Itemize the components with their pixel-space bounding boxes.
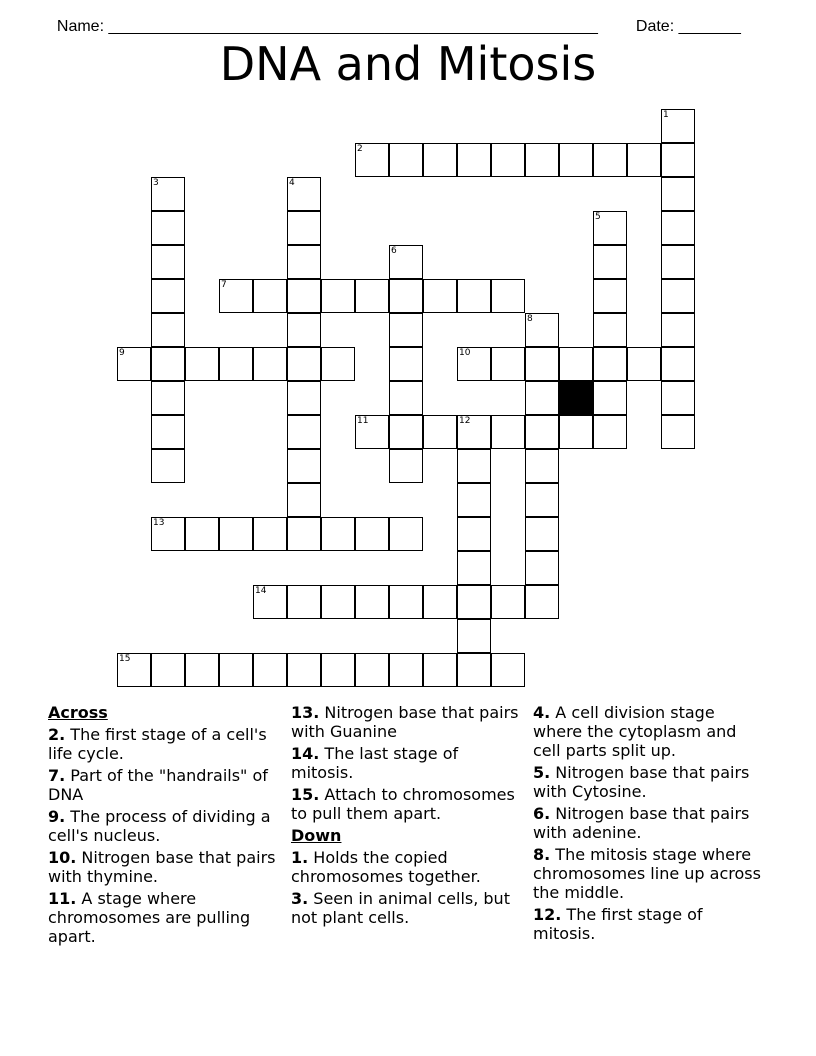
across-clues-list-continued xyxy=(291,703,523,823)
clue-number: 2. xyxy=(48,725,66,744)
grid-cell[interactable] xyxy=(627,143,661,177)
clue-text: Nitrogen base that pairs with Cytosine. xyxy=(533,763,750,801)
clue-text: Attach to chromosomes to pull them apart. xyxy=(291,785,515,823)
grid-cell[interactable] xyxy=(389,653,423,687)
grid-cell[interactable] xyxy=(457,143,491,177)
clue-text: Part of the "handrails" of DNA xyxy=(48,766,268,804)
clue-number: 6. xyxy=(533,804,551,823)
grid-cell-numbered[interactable] xyxy=(457,347,491,381)
clue-item xyxy=(533,763,765,801)
cell-number: 3 xyxy=(153,178,159,188)
clue-number: 4. xyxy=(533,703,551,722)
grid-cell[interactable] xyxy=(423,653,457,687)
clue-number: 13. xyxy=(291,703,320,722)
grid-cell[interactable] xyxy=(423,415,457,449)
grid-cell[interactable] xyxy=(253,347,287,381)
grid-cell-numbered[interactable] xyxy=(355,415,389,449)
cell-number: 9 xyxy=(119,348,125,358)
grid-cell[interactable] xyxy=(457,517,491,551)
grid-cell[interactable] xyxy=(457,585,491,619)
grid-cell[interactable] xyxy=(389,415,423,449)
grid-cell[interactable] xyxy=(321,585,355,619)
grid-cell[interactable] xyxy=(593,143,627,177)
grid-cell[interactable] xyxy=(253,517,287,551)
grid-cell-numbered[interactable] xyxy=(219,279,253,313)
grid-cell[interactable] xyxy=(151,415,185,449)
grid-cell[interactable] xyxy=(491,143,525,177)
grid-cell-numbered[interactable] xyxy=(525,313,559,347)
clue-item xyxy=(291,744,523,782)
clue-number: 11. xyxy=(48,889,77,908)
grid-cell[interactable] xyxy=(253,653,287,687)
grid-cell[interactable] xyxy=(151,211,185,245)
grid-cell[interactable] xyxy=(389,347,423,381)
cell-number: 4 xyxy=(289,178,295,188)
grid-cell[interactable] xyxy=(423,585,457,619)
clue-number: 7. xyxy=(48,766,66,785)
grid-cell[interactable] xyxy=(389,517,423,551)
clue-item xyxy=(48,725,280,763)
grid-cell[interactable] xyxy=(457,653,491,687)
grid-cell-numbered[interactable] xyxy=(151,177,185,211)
grid-cell[interactable] xyxy=(559,143,593,177)
cell-number: 11 xyxy=(357,416,369,426)
clues-column-3 xyxy=(533,703,765,946)
clue-item xyxy=(291,848,523,886)
clue-item xyxy=(48,766,280,804)
clue-text: A cell division stage where the cytoplasm and cell parts split up. xyxy=(533,703,737,760)
grid-cell[interactable] xyxy=(491,279,525,313)
grid-cell[interactable] xyxy=(185,517,219,551)
clue-number: 10. xyxy=(48,848,77,867)
grid-cell[interactable] xyxy=(151,245,185,279)
cell-number: 5 xyxy=(595,212,601,222)
clue-item xyxy=(48,889,280,946)
grid-cell[interactable] xyxy=(593,313,627,347)
grid-cell[interactable] xyxy=(661,347,695,381)
grid-cell[interactable] xyxy=(321,279,355,313)
clue-item xyxy=(291,703,523,741)
cell-number: 2 xyxy=(357,144,363,154)
grid-cell[interactable] xyxy=(389,279,423,313)
grid-cell[interactable] xyxy=(389,449,423,483)
grid-cell[interactable] xyxy=(287,415,321,449)
grid-cell[interactable] xyxy=(389,313,423,347)
grid-cell[interactable] xyxy=(389,143,423,177)
clue-item xyxy=(291,889,523,927)
grid-cell[interactable] xyxy=(457,279,491,313)
clue-number: 5. xyxy=(533,763,551,782)
grid-cell[interactable] xyxy=(525,483,559,517)
name-line[interactable]: _______________________________________________________ xyxy=(108,18,598,35)
grid-cell[interactable] xyxy=(593,279,627,313)
grid-cell[interactable] xyxy=(185,653,219,687)
grid-cell[interactable] xyxy=(661,381,695,415)
grid-cell-numbered[interactable] xyxy=(151,517,185,551)
grid-cell[interactable] xyxy=(151,653,185,687)
grid-cell[interactable] xyxy=(287,211,321,245)
grid-cell[interactable] xyxy=(457,551,491,585)
clue-text: Holds the copied chromosomes together. xyxy=(291,848,481,886)
clue-item xyxy=(48,807,280,845)
grid-cell[interactable] xyxy=(151,347,185,381)
clues-column-1 xyxy=(48,703,280,949)
clue-text: The last stage of mitosis. xyxy=(291,744,459,782)
grid-cell[interactable] xyxy=(151,381,185,415)
grid-cell[interactable] xyxy=(457,483,491,517)
clue-item xyxy=(533,905,765,943)
grid-cell[interactable] xyxy=(253,279,287,313)
grid-cell[interactable] xyxy=(559,415,593,449)
grid-cell[interactable] xyxy=(491,415,525,449)
grid-cell[interactable] xyxy=(151,279,185,313)
grid-cell[interactable] xyxy=(287,483,321,517)
clue-text: The first stage of a cell's life cycle. xyxy=(48,725,267,763)
grid-cell[interactable] xyxy=(525,381,559,415)
grid-cell[interactable] xyxy=(457,619,491,653)
name-label: Name: xyxy=(56,18,109,35)
grid-cell[interactable] xyxy=(661,415,695,449)
clue-number: 15. xyxy=(291,785,320,804)
cell-number: 8 xyxy=(527,314,533,324)
grid-cell[interactable] xyxy=(389,381,423,415)
clue-item xyxy=(48,848,280,886)
cell-number: 6 xyxy=(391,246,397,256)
grid-cell[interactable] xyxy=(593,381,627,415)
grid-cell[interactable] xyxy=(661,143,695,177)
grid-cell-numbered[interactable] xyxy=(661,109,695,143)
grid-cell-numbered[interactable] xyxy=(287,177,321,211)
grid-cell[interactable] xyxy=(287,449,321,483)
date-label: Date: xyxy=(635,18,679,35)
cell-number: 13 xyxy=(153,518,165,528)
grid-cell[interactable] xyxy=(593,415,627,449)
grid-cell[interactable] xyxy=(185,347,219,381)
clue-number: 9. xyxy=(48,807,66,826)
page-title: DNA and Mitosis xyxy=(219,37,597,91)
grid-cell[interactable] xyxy=(219,517,253,551)
clue-number: 14. xyxy=(291,744,320,763)
grid-cell[interactable] xyxy=(525,347,559,381)
clue-text: The mitosis stage where chromosomes line up across the middle. xyxy=(533,845,761,902)
cell-number: 15 xyxy=(119,654,131,664)
grid-cell-numbered[interactable] xyxy=(117,653,151,687)
clue-number: 8. xyxy=(533,845,551,864)
date-line[interactable]: _______ xyxy=(678,18,741,35)
across-clues-list xyxy=(48,725,280,946)
down-heading: Down xyxy=(291,826,342,845)
clue-number: 1. xyxy=(291,848,309,867)
grid-cell-numbered[interactable] xyxy=(389,245,423,279)
grid-cell[interactable] xyxy=(593,347,627,381)
grid-cell[interactable] xyxy=(525,449,559,483)
grid-cell[interactable] xyxy=(355,585,389,619)
clues-column-2 xyxy=(291,703,523,930)
grid-cell[interactable] xyxy=(593,245,627,279)
grid-cell-numbered[interactable] xyxy=(117,347,151,381)
clue-item xyxy=(291,785,523,823)
grid-cell[interactable] xyxy=(219,347,253,381)
cell-number: 14 xyxy=(255,586,267,596)
clue-text: A stage where chromosomes are pulling apart. xyxy=(48,889,251,946)
cell-number: 1 xyxy=(663,110,669,120)
grid-cell[interactable] xyxy=(525,415,559,449)
grid-cell[interactable] xyxy=(355,517,389,551)
grid-cell[interactable] xyxy=(287,279,321,313)
grid-cell[interactable] xyxy=(491,585,525,619)
grid-cell[interactable] xyxy=(355,653,389,687)
clue-text: The process of dividing a cell's nucleus. xyxy=(48,807,271,845)
grid-cell[interactable] xyxy=(661,279,695,313)
grid-cell[interactable] xyxy=(321,653,355,687)
clue-text: Nitrogen base that pairs with Guanine xyxy=(291,703,519,741)
cell-number: 10 xyxy=(459,348,471,358)
grid-cell[interactable] xyxy=(525,585,559,619)
down-clues-list-continued xyxy=(533,703,765,943)
grid-cell[interactable] xyxy=(151,313,185,347)
grid-cell-numbered[interactable] xyxy=(253,585,287,619)
grid-cell[interactable] xyxy=(525,551,559,585)
grid-cell[interactable] xyxy=(661,313,695,347)
grid-cell[interactable] xyxy=(287,585,321,619)
cell-number: 7 xyxy=(221,280,227,290)
clue-text: Seen in animal cells, but not plant cells. xyxy=(291,889,510,927)
grid-cell[interactable] xyxy=(389,585,423,619)
grid-cell[interactable] xyxy=(287,313,321,347)
clue-item xyxy=(533,703,765,760)
grid-cell[interactable] xyxy=(525,143,559,177)
grid-cell[interactable] xyxy=(219,653,253,687)
grid-cell[interactable] xyxy=(423,143,457,177)
grid-cell-numbered[interactable] xyxy=(457,415,491,449)
grid-cell[interactable] xyxy=(287,653,321,687)
grid-cell[interactable] xyxy=(287,347,321,381)
grid-cell-numbered[interactable] xyxy=(593,211,627,245)
grid-cell[interactable] xyxy=(321,347,355,381)
clue-number: 12. xyxy=(533,905,562,924)
grid-cell[interactable] xyxy=(491,653,525,687)
grid-cell[interactable] xyxy=(457,449,491,483)
grid-cell[interactable] xyxy=(661,245,695,279)
grid-cell-blocked xyxy=(559,381,593,415)
grid-cell-numbered[interactable] xyxy=(355,143,389,177)
grid-cell[interactable] xyxy=(151,449,185,483)
grid-cell[interactable] xyxy=(287,381,321,415)
down-clues-list xyxy=(291,848,523,927)
grid-cell[interactable] xyxy=(525,517,559,551)
grid-cell[interactable] xyxy=(491,347,525,381)
grid-cell[interactable] xyxy=(423,279,457,313)
grid-cell[interactable] xyxy=(661,177,695,211)
cell-number: 12 xyxy=(459,416,471,426)
clue-item xyxy=(533,804,765,842)
grid-cell[interactable] xyxy=(661,211,695,245)
clue-number: 3. xyxy=(291,889,309,908)
clue-text: Nitrogen base that pairs with adenine. xyxy=(533,804,750,842)
across-heading: Across xyxy=(48,703,108,722)
grid-cell[interactable] xyxy=(627,347,661,381)
grid-cell[interactable] xyxy=(287,517,321,551)
grid-cell[interactable] xyxy=(559,347,593,381)
clue-item xyxy=(533,845,765,902)
grid-cell[interactable] xyxy=(355,279,389,313)
grid-cell[interactable] xyxy=(287,245,321,279)
clue-text: The first stage of mitosis. xyxy=(533,905,703,943)
grid-cell[interactable] xyxy=(321,517,355,551)
clue-text: Nitrogen base that pairs with thymine. xyxy=(48,848,276,886)
